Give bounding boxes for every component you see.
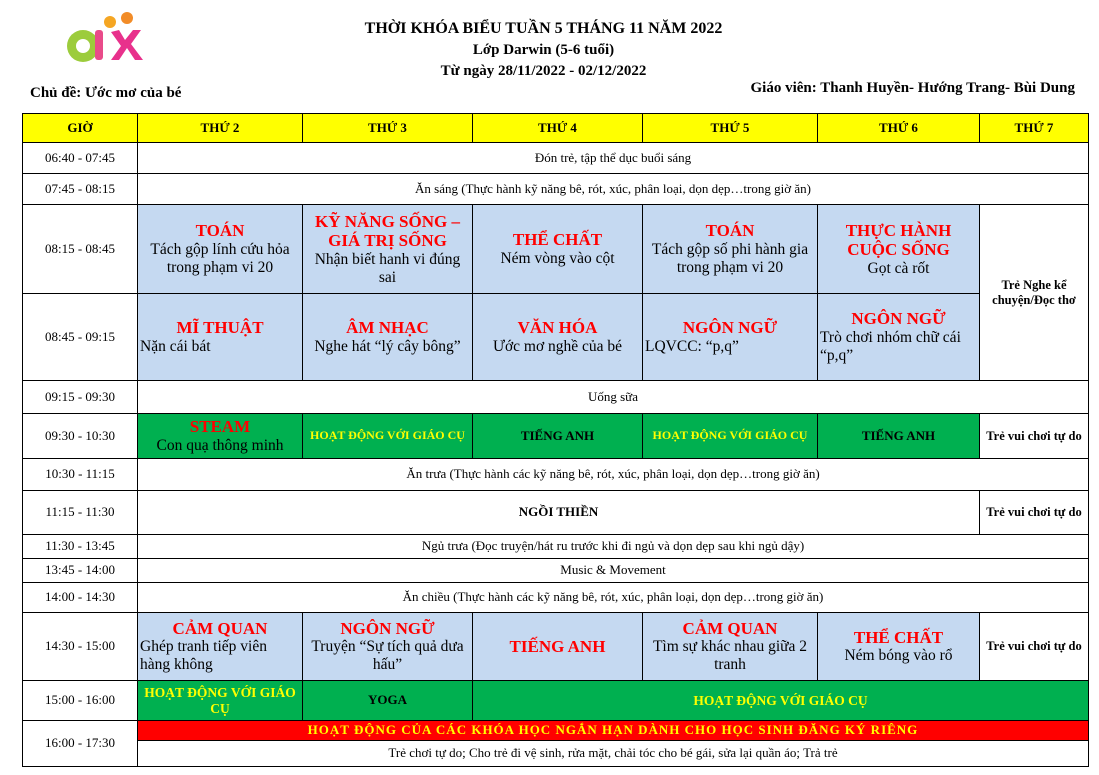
lesson-desc: Gọt cà rốt: [867, 259, 930, 277]
table-row: [23, 143, 1089, 174]
subject-label: NGÔN NGỮ: [682, 318, 778, 338]
subject-label: TIẾNG ANH: [509, 636, 606, 656]
table-row: [23, 559, 1089, 583]
lesson-desc: Ghép tranh tiếp viên hàng không: [140, 638, 267, 674]
col-header-thu: THỨ 5: [643, 114, 818, 143]
lesson-cell-mon: [138, 294, 303, 381]
activity-cell: Ăn trưa (Thực hành các kỹ năng bê, rót, xúc, phân loại, dọn dẹp…trong giờ ăn): [138, 459, 1089, 491]
time-cell: 07:45 - 08:15: [23, 174, 138, 205]
lesson-desc: Tách gộp số phi hành gia trong phạm vi 20: [651, 240, 809, 276]
theme-label: Chủ đề: Ước mơ của bé: [30, 85, 182, 101]
saturday-cell: Trẻ vui chơi tự do: [980, 613, 1089, 681]
table-row: [23, 414, 1089, 459]
time-cell: 16:00 - 17:30: [23, 721, 138, 767]
lesson-cell-fri: [818, 294, 980, 381]
table-row: [23, 613, 1089, 681]
lesson-desc: Nhận biết hanh vi đúng sai: [314, 250, 461, 286]
saturday-cell: Trẻ vui chơi tự do: [980, 491, 1089, 535]
lesson-cell-wed: TIẾNG ANH: [473, 414, 643, 459]
subject-label: TOÁN: [195, 221, 245, 241]
activity-cell: Uống sữa: [138, 381, 1089, 414]
activity-cell: Ăn sáng (Thực hành kỹ năng bê, rót, xúc, phân loại, dọn dẹp…trong giờ ăn): [138, 174, 1089, 205]
subject-label: KỸ NĂNG SỐNG – GIÁ TRỊ SỐNG: [315, 211, 460, 251]
subject-label: CẢM QUAN: [682, 618, 778, 638]
header-row: [23, 114, 1089, 143]
table-row: [23, 491, 1089, 535]
col-header-mon: THỨ 2: [138, 114, 303, 143]
lesson-cell-tue: [303, 613, 473, 681]
table-row: [23, 381, 1089, 414]
lesson-cell-thu: HOẠT ĐỘNG VỚI GIÁO CỤ: [643, 414, 818, 459]
time-cell: 11:30 - 13:45: [23, 535, 138, 559]
subject-label: VĂN HÓA: [517, 318, 598, 338]
time-cell: 14:30 - 15:00: [23, 613, 138, 681]
lesson-cell-thu: [643, 294, 818, 381]
lesson-cell-tue: YOGA: [303, 681, 473, 721]
lesson-cell-fri: [818, 613, 980, 681]
time-cell: 14:00 - 14:30: [23, 583, 138, 613]
lesson-cell-wed: [473, 205, 643, 294]
lesson-cell-fri: TIẾNG ANH: [818, 414, 980, 459]
lesson-cell-tue: [303, 294, 473, 381]
time-cell: 08:15 - 08:45: [23, 205, 138, 294]
lesson-desc: Ném vòng vào cột: [500, 249, 615, 267]
table-row: [23, 583, 1089, 613]
school-logo: [55, 8, 155, 70]
lesson-cell-tue: [303, 205, 473, 294]
table-row: [23, 205, 1089, 294]
time-cell: 13:45 - 14:00: [23, 559, 138, 583]
col-header-fri: THỨ 6: [818, 114, 980, 143]
subject-label: STEAM: [189, 417, 251, 437]
col-header-sat: THỨ 7: [980, 114, 1089, 143]
subject-label: THỂ CHẤT: [853, 627, 944, 647]
lesson-desc: Nghe hát “lý cây bông”: [314, 337, 461, 355]
table-row: [23, 681, 1089, 721]
subject-label: TOÁN: [705, 221, 755, 241]
lesson-cell-rest: HOẠT ĐỘNG VỚI GIÁO CỤ: [473, 681, 1089, 721]
col-header-wed: THỨ 4: [473, 114, 643, 143]
page-title: THỜI KHÓA BIỂU TUẦN 5 THÁNG 11 NĂM 2022: [364, 20, 723, 37]
table-row: [23, 741, 1089, 767]
lesson-desc: Nặn cái bát: [140, 337, 211, 355]
lesson-cell-mon: [138, 205, 303, 294]
teachers-label: Giáo viên: Thanh Huyền- Hướng Trang- Bùi Dung: [750, 80, 1075, 96]
lesson-cell-mon: [138, 613, 303, 681]
activity-cell: NGỒI THIỀN: [138, 491, 980, 535]
lesson-cell-wed: [473, 294, 643, 381]
subject-label: MĨ THUẬT: [176, 318, 264, 338]
time-cell: 09:15 - 09:30: [23, 381, 138, 414]
time-cell: 15:00 - 16:00: [23, 681, 138, 721]
subject-label: NGÔN NGỮ: [851, 309, 946, 329]
lesson-cell-fri: [818, 205, 980, 294]
table-row: [23, 294, 1089, 381]
lesson-cell-wed: [473, 613, 643, 681]
subject-label: CẢM QUAN: [172, 618, 268, 638]
table-row: [23, 174, 1089, 205]
time-cell: 06:40 - 07:45: [23, 143, 138, 174]
col-header-time: GIỜ: [23, 114, 138, 143]
activity-cell: Music & Movement: [138, 559, 1089, 583]
lesson-desc: Tìm sự khác nhau giữa 2 tranh: [652, 638, 808, 674]
lesson-cell-mon: HOẠT ĐỘNG VỚI GIÁO CỤ: [138, 681, 303, 721]
timetable: [22, 113, 1089, 767]
lesson-desc: Ném bóng vào rổ: [844, 647, 953, 665]
activity-cell: Ăn chiều (Thực hành các kỹ năng bê, rót, xúc, phân loại, dọn dẹp…trong giờ ăn): [138, 583, 1089, 613]
short-course-banner: HOẠT ĐỘNG CỦA CÁC KHÓA HỌC NGẮN HẠN DÀNH CHO HỌC SINH ĐĂNG KÝ RIÊNG: [138, 721, 1089, 741]
table-row: [23, 721, 1089, 741]
saturday-cell: Trẻ vui chơi tự do: [980, 414, 1089, 459]
class-name: Lớp Darwin (5-6 tuổi): [472, 42, 615, 58]
activity-cell: Đón trẻ, tập thể dục buổi sáng: [138, 143, 1089, 174]
subject-label: THỰC HÀNH CUỘC SỐNG: [845, 220, 952, 260]
activity-cell: Ngủ trưa (Đọc truyện/hát ru trước khi đi ngủ và dọn dẹp sau khi ngủ dậy): [138, 535, 1089, 559]
subject-label: ÂM NHẠC: [346, 318, 429, 338]
lesson-desc: Truyện “Sự tích quả dưa hấu”: [311, 638, 464, 674]
table-row: [23, 535, 1089, 559]
lesson-cell-thu: [643, 613, 818, 681]
lesson-cell-mon: [138, 414, 303, 459]
date-range: Từ ngày 28/11/2022 - 02/12/2022: [440, 63, 647, 79]
table-row: [23, 459, 1089, 491]
col-header-tue: THỨ 3: [303, 114, 473, 143]
lesson-cell-tue: HOẠT ĐỘNG VỚI GIÁO CỤ: [303, 414, 473, 459]
subject-label: THỂ CHẤT: [512, 230, 603, 250]
subject-label: NGÔN NGỮ: [340, 618, 435, 638]
lesson-desc: Ước mơ nghề của bé: [492, 337, 623, 355]
lesson-desc: Con quạ thông minh: [156, 436, 284, 454]
lesson-cell-thu: [643, 205, 818, 294]
lesson-desc: Trò chơi nhóm chữ cái “p,q”: [820, 328, 961, 364]
time-cell: 11:15 - 11:30: [23, 491, 138, 535]
time-cell: 09:30 - 10:30: [23, 414, 138, 459]
lesson-desc: LQVCC: “p,q”: [645, 337, 739, 355]
saturday-cell: Trẻ Nghe kể chuyện/Đọc thơ: [980, 205, 1089, 381]
activity-cell: Trẻ chơi tự do; Cho trẻ đi vệ sinh, rửa mặt, chải tóc cho bé gái, sửa lại quần áo; Trả trẻ: [138, 741, 1089, 767]
time-cell: 08:45 - 09:15: [23, 294, 138, 381]
lesson-desc: Tách gộp lính cứu hỏa trong phạm vi 20: [150, 240, 290, 276]
time-cell: 10:30 - 11:15: [23, 459, 138, 491]
